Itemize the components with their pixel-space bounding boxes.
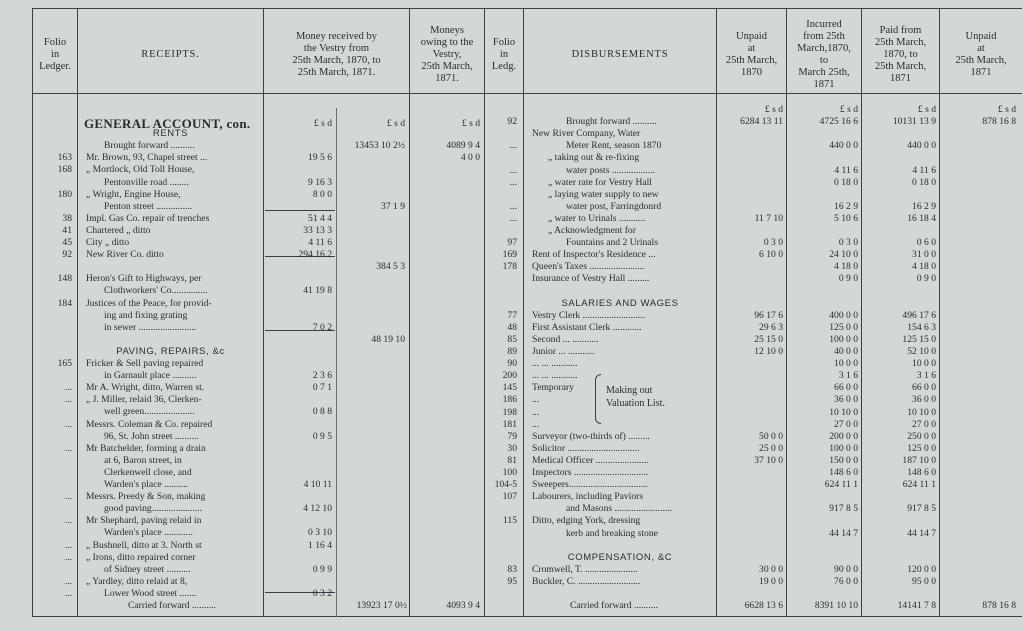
folio-number: 100 (502, 467, 517, 478)
column-units: £ s d (313, 118, 332, 129)
column-units: £ s d (386, 118, 405, 129)
disbursement-description: „ laying water supply to new (548, 188, 659, 200)
paid-amount: 10 0 0 (912, 358, 936, 370)
paid-amount: 624 11 1 (902, 479, 936, 491)
receipt-amount: 2 3 6 (312, 370, 332, 382)
folio-number: 95 (507, 575, 517, 587)
disbursement-description: Temporary (532, 382, 574, 394)
folio-number: ... (509, 140, 517, 152)
folio-number: 181 (502, 418, 517, 430)
incurred-amount: 76 0 0 (834, 575, 858, 587)
incurred-amount: 3 1 6 (838, 370, 858, 382)
receipt-description: Messrs. Preedy & Son, making (86, 491, 206, 503)
column-rule (939, 8, 940, 617)
paid-amount: 16 2 9 (912, 200, 936, 212)
owing-amount: 4089 9 4 (446, 140, 480, 152)
receipt-description: PAVING, REPAIRS, &c (116, 345, 225, 357)
top-rule (32, 8, 1022, 9)
receipt-description: „ Bushnell, ditto at 3. North st (86, 539, 202, 551)
disbursement-description: water posts .................. (566, 164, 655, 176)
unpaid-1870-amount: 29 6 3 (759, 321, 783, 333)
brace (595, 374, 601, 424)
disbursement-description: Surveyor (two-thirds of) ......... (532, 430, 650, 442)
receipt-amount: 0 9 5 (312, 430, 332, 442)
header-unpaid-1870: Unpaid at 25th March, 1870 (725, 31, 778, 78)
folio-number: ... (64, 418, 72, 430)
incurred-amount: 0 9 0 (838, 273, 858, 285)
receipt-description: Impl. Gas Co. repair of trenches (86, 212, 210, 224)
paid-amount: 4 11 6 (912, 164, 936, 176)
folio-number: ... (64, 575, 72, 587)
incurred-amount: 44 14 7 (829, 527, 858, 539)
receipt-amount: 33 13 3 (303, 224, 332, 236)
unpaid-1870-amount: 25 15 0 (754, 333, 783, 345)
disbursement-description: Rent of Inspector's Residence ... (532, 249, 656, 261)
disbursement-description: Junior ... ........... (532, 346, 595, 357)
folio-number: 48 (507, 321, 517, 333)
unpaid-1871-total: 878 16 8 (982, 600, 1016, 611)
disbursement-description: „ taking out & re-fixing (548, 152, 640, 164)
folio-number: 168 (57, 164, 72, 176)
receipt-description: in sewer ........................ (104, 321, 197, 333)
unpaid-1870-amount: 6 10 0 (759, 249, 783, 261)
paid-total: 14141 7 8 (897, 600, 936, 611)
paid-amount: 125 0 0 (907, 442, 936, 454)
brace-note: Making out Valuation List. (606, 385, 665, 409)
unpaid-1871-amount: £ s d (997, 104, 1016, 115)
folio-number: 115 (502, 515, 517, 527)
receipt-subtotal: 384 5 3 (376, 261, 405, 273)
receipt-description: Mr. Brown, 93, Chapel street ... (86, 152, 208, 164)
bottom-rule (32, 616, 1022, 617)
receipt-amount: 19 5 6 (308, 152, 332, 164)
receipt-description: Pentonville road ........ (104, 176, 189, 188)
column-rule (32, 8, 33, 617)
sub-column-rule (336, 108, 337, 617)
disbursement-description: Second ... ........... (532, 333, 599, 345)
disbursement-description: Medical Officer ...................... (532, 454, 649, 466)
incurred-amount: 4725 16 6 (819, 116, 858, 128)
receipt-description: Brought forward .......... (104, 140, 195, 152)
folio-number: ... (64, 551, 72, 563)
incurred-amount: 200 0 0 (829, 430, 858, 442)
folio-number: 200 (502, 370, 517, 382)
disbursement-description: Solicitor .............................. (532, 442, 640, 454)
paid-amount: 148 6 0 (907, 467, 936, 478)
receipt-description: Lower Wood street ....... (104, 587, 197, 599)
disbursement-description: Ditto, edging York, dressing (532, 515, 641, 527)
folio-number: ... (64, 515, 72, 527)
paid-amount: 154 6 3 (907, 321, 936, 333)
folio-number: 107 (502, 491, 517, 503)
folio-number: 198 (502, 406, 517, 418)
folio-number: 45 (62, 237, 72, 248)
header-money-received: Money received by the Vestry from 25th March, 1870, to 25th March, 1871. (292, 31, 381, 78)
incurred-amount: 40 0 0 (834, 346, 858, 357)
folio-number: 89 (507, 346, 517, 357)
disbursement-description: and Masons ........................ (566, 503, 673, 515)
paid-amount: £ s d (917, 104, 936, 115)
incurred-amount: 100 0 0 (829, 442, 858, 454)
receipts-carried-forward-label: Carried forward .......... (128, 600, 216, 611)
unpaid-1870-amount: 25 0 0 (759, 442, 783, 454)
unpaid-1870-amount: 50 0 0 (759, 430, 783, 442)
disbursement-description: Labourers, including Paviors (532, 491, 644, 503)
receipt-amount: 41 19 8 (303, 285, 332, 297)
incurred-amount: 36 0 0 (834, 394, 858, 406)
receipt-description: GENERAL ACCOUNT, con. (84, 116, 251, 131)
incurred-amount: 10 10 0 (829, 406, 858, 418)
folio-number: ... (64, 539, 72, 551)
disbursement-description: Inspectors ............................... (532, 467, 649, 478)
paid-amount: 10 10 0 (907, 406, 936, 418)
folio-number: ... (509, 164, 517, 176)
folio-number: ... (509, 176, 517, 188)
incurred-amount: 90 0 0 (834, 563, 858, 575)
subtotal-rule (265, 210, 335, 211)
folio-number: ... (64, 442, 72, 454)
receipt-amount: 4 10 11 (303, 479, 332, 490)
paid-amount: 10131 13 9 (892, 116, 936, 128)
header-moneys-owing: Moneys owing to the Vestry, 25th March, 1871. (420, 25, 474, 84)
header-incurred: Incurred from 25th March,1870, to March 25th, 1871 (797, 19, 851, 90)
header-folio-ledg: Folio in Ledg. (491, 37, 517, 72)
folio-number: 30 (507, 442, 517, 454)
receipt-description: Penton street ............... (104, 200, 193, 212)
receipt-description: well green..................... (104, 406, 195, 418)
unpaid-1870-amount: £ s d (764, 104, 783, 115)
unpaid-1870-amount: 37 10 0 (754, 454, 783, 466)
folio-number: 92 (62, 249, 72, 261)
unpaid-1870-amount: 6284 13 11 (740, 116, 783, 128)
disbursement-description: Fountains and 2 Urinals (566, 237, 658, 249)
receipt-description: „ Irons, ditto repaired corner (86, 551, 196, 563)
receipt-description: ing and fixing grating (104, 309, 188, 321)
incurred-amount: 10 0 0 (834, 358, 858, 370)
receipt-description: „ Yardley, ditto relaid at 8, (86, 575, 188, 587)
incurred-amount: 440 0 0 (829, 140, 858, 152)
receipt-description: RENTS (152, 128, 189, 140)
receipt-amount: 0 7 1 (312, 382, 332, 394)
receipt-subtotal: 13453 10 2½ (354, 140, 405, 152)
disbursement-description: Meter Rent, season 1870 (566, 140, 662, 152)
receipt-description: in Garnault place .......... (104, 370, 197, 382)
receipt-description: Fricker & Sell paving repaired (86, 358, 204, 369)
folio-number: 41 (62, 224, 72, 236)
disbursement-description: „ water rate for Vestry Hall (548, 176, 652, 188)
incurred-amount: 400 0 0 (829, 309, 858, 321)
receipt-description: City „ ditto (86, 237, 130, 248)
folio-number: 90 (507, 358, 517, 370)
unpaid-1870-amount: 96 17 6 (754, 309, 783, 321)
receipt-amount: 4 11 6 (308, 237, 332, 248)
receipt-description: good paving..................... (104, 503, 203, 515)
paid-amount: 917 8 5 (907, 503, 936, 515)
receipt-description: Mr Shephard, paving relaid in (86, 515, 202, 527)
incurred-amount: 0 3 0 (838, 237, 858, 249)
header-receipts: RECEIPTS. (141, 49, 200, 60)
disbursement-description: ... ... ........... (532, 358, 578, 370)
receipt-description: Mr Batchelder, forming a drain (86, 442, 206, 454)
incurred-amount: 0 18 0 (834, 176, 858, 188)
folio-number: 92 (507, 116, 517, 128)
unpaid-1870-amount: 30 0 0 (759, 563, 783, 575)
paid-amount: 95 0 0 (912, 575, 936, 587)
paid-amount: 187 10 0 (902, 454, 936, 466)
receipt-amount: 294 16 2 (298, 249, 332, 261)
folio-number: 145 (502, 382, 517, 394)
incurred-amount: 148 6 0 (829, 467, 858, 478)
disbursement-description: Queen's Taxes ....................... (532, 261, 645, 273)
receipt-description: at 6, Baron street, in (104, 454, 182, 466)
receipt-amount: 0 3 10 (308, 527, 332, 539)
paid-amount: 3 1 6 (916, 370, 936, 382)
receipt-description: Chartered „ ditto (86, 224, 151, 236)
incurred-amount: 4 11 6 (834, 164, 858, 176)
paid-amount: 52 10 0 (907, 346, 936, 357)
folio-number: 178 (502, 261, 517, 273)
receipt-description: 96, St. John street .......... (104, 430, 199, 442)
receipt-amount: 4 12 10 (303, 503, 332, 515)
disbursement-description: Buckler, C. .......................... (532, 575, 641, 587)
receipt-subtotal: 37 1 9 (381, 200, 405, 212)
disbursement-description: First Assistant Clerk ............ (532, 321, 642, 333)
paid-amount: 4 18 0 (912, 261, 936, 273)
folio-number: ... (509, 200, 517, 212)
folio-number: 186 (502, 394, 517, 406)
incurred-amount: 16 2 9 (834, 200, 858, 212)
folio-number: 180 (57, 188, 72, 200)
paid-amount: 0 9 0 (916, 273, 936, 285)
disbursement-description: Brought forward .......... (566, 116, 657, 128)
owing-amount: 4 0 0 (460, 152, 480, 164)
receipt-description: Mr A. Wright, ditto, Warren st. (86, 382, 205, 394)
disbursements-carried-forward-label: Carried forward .......... (570, 600, 658, 611)
receipt-description: „ Wright, Engine House, (86, 188, 181, 200)
column-rule (409, 8, 410, 617)
folio-number: ... (64, 382, 72, 394)
incurred-amount: 24 10 0 (829, 249, 858, 261)
received-total: 13923 17 0½ (356, 600, 407, 611)
header-paid-from: Paid from 25th March, 1870, to 25th March, 1871 (874, 25, 927, 84)
disbursement-description: ... ... ........... (532, 370, 578, 382)
folio-number: 79 (507, 430, 517, 442)
paid-amount: 496 17 6 (902, 309, 936, 321)
folio-number: 85 (507, 333, 517, 345)
folio-number: 77 (507, 309, 517, 321)
incurred-amount: 27 0 0 (834, 418, 858, 430)
paid-amount: 440 0 0 (907, 140, 936, 152)
paid-amount: 0 6 0 (916, 237, 936, 249)
receipt-description: Clothworkers' Co............... (104, 285, 208, 297)
folio-number: ... (64, 491, 72, 503)
receipt-description: New River Co. ditto (86, 249, 164, 261)
disbursement-description: SALARIES AND WAGES (561, 297, 679, 309)
receipt-description: Warden's place ............ (104, 527, 193, 539)
receipt-amount: 0 9 9 (312, 563, 332, 575)
disbursement-description: New River Company, Water (532, 128, 641, 140)
folio-number: 165 (57, 358, 72, 369)
receipt-description: Warden's place .......... (104, 479, 189, 490)
column-rule (263, 8, 264, 617)
receipt-description: „ J. Miller, relaid 36, Clerken- (86, 394, 202, 406)
folio-number: 148 (57, 273, 72, 285)
receipt-amount: 9 16 3 (308, 176, 332, 188)
unpaid-1870-amount: 11 7 10 (754, 212, 783, 224)
folio-number: ... (509, 212, 517, 224)
paid-amount: 0 18 0 (912, 176, 936, 188)
paid-amount: 31 0 0 (912, 249, 936, 261)
header-unpaid-1871: Unpaid at 25th March, 1871 (955, 31, 1007, 78)
incurred-amount: 125 0 0 (829, 321, 858, 333)
paid-amount: 125 15 0 (902, 333, 936, 345)
folio-number: 38 (62, 212, 72, 224)
disbursement-description: Vestry Clerk .......................... (532, 309, 645, 321)
unpaid-1871-amount: 878 16 8 (982, 116, 1016, 128)
receipt-amount: 51 4 4 (308, 212, 332, 224)
disbursement-description: Cromwell, T. ...................... (532, 563, 638, 575)
incurred-amount: 66 0 0 (834, 382, 858, 394)
column-rule (523, 8, 524, 617)
paid-amount: 36 0 0 (912, 394, 936, 406)
unpaid-1870-amount: 12 10 0 (754, 346, 783, 357)
disbursement-description: ... (532, 418, 540, 430)
incurred-amount: £ s d (839, 104, 858, 115)
paid-amount: 44 14 7 (907, 527, 936, 539)
receipt-amount: 0 3 2 (312, 587, 332, 599)
receipt-amount: 1 16 4 (308, 539, 332, 551)
folio-number: ... (64, 394, 72, 406)
receipt-description: Messrs. Coleman & Co. repaired (86, 418, 213, 430)
folio-number: 104-5 (494, 479, 517, 491)
receipt-description: Clerkenwell close, and (104, 466, 192, 478)
owing-total: 4093 9 4 (446, 600, 480, 611)
disbursement-description: Insurance of Vestry Hall ......... (532, 273, 650, 285)
disbursement-description: water post, Farringdonrd (566, 200, 662, 212)
disbursement-description: ... (532, 394, 540, 406)
receipt-description: Justices of the Peace, for provid- (86, 297, 212, 309)
paid-amount: 66 0 0 (912, 382, 936, 394)
receipt-description: Heron's Gift to Highways, per (86, 273, 202, 285)
disbursement-description: Sweepers................................. (532, 479, 648, 491)
disbursement-description: ... (532, 406, 540, 418)
disbursement-description: kerb and breaking stone (566, 527, 658, 539)
incurred-amount: 5 10 6 (834, 212, 858, 224)
header-folio-ledger: Folio in Ledger. (39, 37, 71, 72)
folio-number: 81 (507, 454, 517, 466)
paid-amount: 120 0 0 (907, 563, 936, 575)
incurred-amount: 624 11 1 (824, 479, 858, 491)
unpaid-1870-total: 6628 13 6 (744, 600, 783, 611)
folio-number: 83 (507, 563, 517, 575)
folio-number: 97 (507, 237, 517, 249)
receipt-subtotal: 48 19 10 (371, 333, 405, 345)
incurred-amount: 100 0 0 (829, 333, 858, 345)
incurred-amount: 150 0 0 (829, 454, 858, 466)
unpaid-1870-amount: 0 3 0 (763, 237, 783, 249)
paid-amount: 16 18 4 (907, 212, 936, 224)
incurred-amount: 4 18 0 (834, 261, 858, 273)
disbursement-description: „ water to Urinals ........... (548, 212, 646, 224)
column-rule (77, 8, 78, 617)
disbursement-description: COMPENSATION, &C (567, 551, 673, 563)
paid-amount: 27 0 0 (912, 418, 936, 430)
header-disbursements: DISBURSEMENTS (571, 49, 669, 60)
disbursement-description: „ Acknowledgment for (548, 225, 636, 236)
column-units: £ s d (461, 118, 480, 129)
folio-number: 169 (502, 249, 517, 261)
header-rule (32, 93, 1022, 94)
receipt-amount: 0 8 8 (312, 406, 332, 418)
folio-number: 163 (57, 152, 72, 164)
folio-number: 184 (57, 297, 72, 309)
receipt-amount: 8 0 0 (312, 188, 332, 200)
receipt-amount: 7 0 2 (312, 321, 332, 333)
receipt-description: of Sidney street .......... (104, 563, 191, 575)
incurred-amount: 917 8 5 (829, 503, 858, 515)
incurred-total: 8391 10 10 (814, 600, 858, 611)
paid-amount: 250 0 0 (907, 430, 936, 442)
receipt-description: „ Mortlock, Old Toll House, (86, 164, 195, 176)
folio-number: ... (64, 587, 72, 599)
unpaid-1870-amount: 19 0 0 (759, 575, 783, 587)
